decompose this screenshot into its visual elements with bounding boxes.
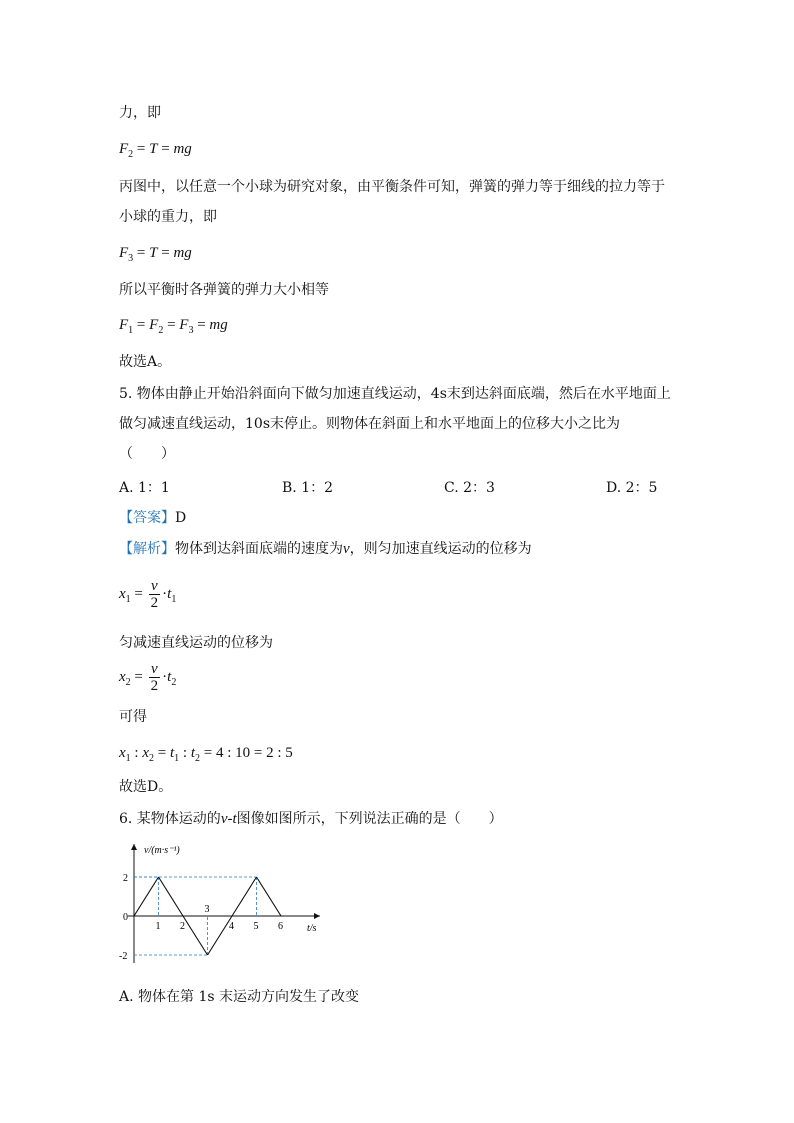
- text-line: 故选A。: [119, 354, 172, 370]
- x-tick-label: 2: [180, 921, 185, 932]
- x-tick-label: 5: [253, 921, 259, 932]
- equation-f-equal: $F_1 = F_2 = F_3$ = mg: [119, 317, 228, 336]
- text-line: 丙图中，以任意一个小球为研究对象，由平衡条件可知，弹簧的弹力等于细线的拉力等于: [119, 179, 665, 195]
- equation-f3: $F_3 = T$ = mg: [119, 245, 192, 264]
- x-tick-label: 4: [229, 921, 234, 932]
- text-line: 小球的重力，即: [119, 209, 217, 225]
- question-5-line1: 5. 物体由静止开始沿斜面向下做匀加速直线运动，4s末到达斜面底端，然后在水平地面上: [119, 386, 671, 402]
- answer-line: [119, 508, 186, 528]
- x-tick-label: 1: [155, 921, 161, 932]
- text-line: 匀减速直线运动的位移为: [119, 635, 273, 651]
- answer-tag: 【答案】: [119, 510, 175, 526]
- text-line: 力，即: [119, 105, 161, 121]
- option-b: B. 1：2: [282, 480, 334, 496]
- text-line: 可得: [119, 709, 147, 725]
- equation-ratio: $x_1$ : $x_2 = t_1$ : $t_2 = 4$ : 10 = 2 : 5: [119, 745, 293, 764]
- equation-x2: $x_2$ = $\frac{v}{2}$ $\cdot t_2$: [119, 661, 177, 694]
- text-line: 故选D。: [119, 779, 173, 795]
- question-6-option-a: A. 物体在第 1s 末运动方向发生了改变: [119, 989, 360, 1005]
- y-axis-label: v/(m·s⁻¹): [144, 845, 180, 856]
- series-segment: [159, 877, 184, 916]
- y-tick-label: 0: [123, 912, 128, 923]
- answer-value: D: [175, 510, 187, 526]
- series-segment: [257, 877, 282, 916]
- option-c: C. 2：3: [444, 480, 495, 496]
- x-tick-label: 3: [204, 904, 210, 915]
- y-tick-label: -2: [119, 951, 128, 962]
- option-d: D. 2：5: [606, 480, 658, 496]
- x-tick-label: 6: [278, 921, 283, 932]
- analysis-line: 【解析】物体到达斜面底端的速度为v，则匀加速直线运动的位移为: [119, 541, 532, 557]
- series-segment: [183, 916, 208, 955]
- equation-x1: $x_1$ = $\frac{v}{2}$ $\cdot t_1$: [119, 578, 177, 611]
- equation-f2: $F_2 = T$ = mg: [119, 141, 192, 160]
- question-5-line2: 做匀减速直线运动，10s末停止。则物体在斜面上和水平地面上的位移大小之比为: [119, 416, 620, 432]
- question-5-line3: （ ）: [119, 446, 175, 462]
- vt-chart: [115, 838, 335, 978]
- analysis-tag: 【解析】: [119, 541, 175, 557]
- series-segment: [232, 877, 257, 916]
- option-a: A. 1：1: [119, 480, 170, 496]
- y-tick-label: 2: [123, 873, 128, 884]
- question-6: 6. 某物体运动的v-t图像如图所示，下列说法正确的是（ ）: [119, 811, 503, 827]
- series-segment: [134, 877, 159, 916]
- text-line: 所以平衡时各弹簧的弹力大小相等: [119, 282, 329, 298]
- x-axis-label: t/s: [307, 923, 317, 934]
